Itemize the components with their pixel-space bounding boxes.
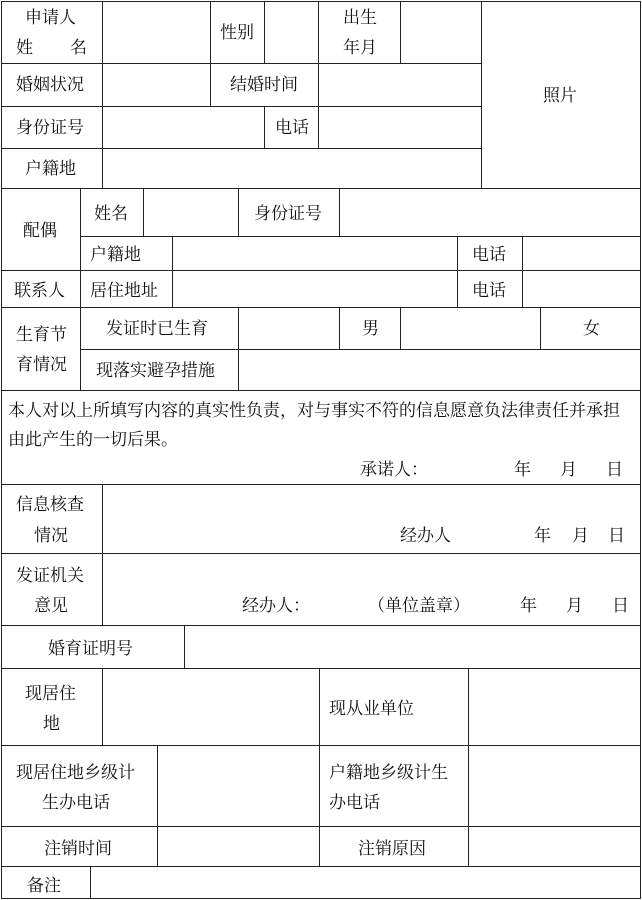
employer-label: 现从业单位	[329, 699, 414, 719]
marriage-date-label: 结婚时间	[230, 75, 298, 95]
verification-day-label: 日	[608, 526, 625, 546]
promise-day-label: 日	[606, 460, 623, 480]
contact-phone-field[interactable]	[523, 271, 640, 307]
children-at-issue-label: 发证时已生育	[106, 319, 208, 339]
contact-address-label: 居住地址	[90, 281, 158, 301]
gender-label: 性别	[220, 23, 254, 43]
phone-field[interactable]	[319, 107, 481, 148]
verification-month-label: 月	[572, 526, 589, 546]
contact-phone-label: 电话	[472, 281, 506, 301]
phone-label: 电话	[275, 118, 309, 138]
rule	[1, 484, 641, 485]
rule	[1, 1, 2, 898]
rule	[339, 307, 340, 349]
issuer-handler-label: 经办人：	[242, 596, 310, 616]
spouse-id-field[interactable]	[340, 189, 640, 236]
contraception-label: 现落实避孕措施	[96, 361, 215, 381]
contact-label: 联系人	[14, 281, 65, 301]
female-label: 女	[583, 319, 600, 339]
rule	[1, 390, 641, 391]
hukou-field[interactable]	[103, 149, 481, 188]
spouse-name-field[interactable]	[144, 189, 238, 236]
promise-month-label: 月	[560, 460, 577, 480]
current-residence-field[interactable]	[103, 669, 319, 745]
rule	[1, 898, 641, 899]
current-residence-label-1: 现居住	[25, 684, 76, 704]
issuer-month-label: 月	[566, 596, 583, 616]
hukou-office-phone-field[interactable]	[469, 746, 640, 826]
birth-label-1: 出生	[343, 8, 377, 28]
rule	[319, 668, 320, 866]
rule	[80, 188, 81, 390]
hukou-office-phone-label-1: 户籍地乡级计生	[329, 763, 448, 783]
male-count-field[interactable]	[401, 308, 540, 349]
id-number-label: 身份证号	[16, 118, 84, 138]
contraception-field[interactable]	[239, 350, 640, 390]
applicant-label: 申请人	[25, 8, 76, 28]
spouse-label: 配偶	[23, 221, 57, 241]
birth-date-field[interactable]	[401, 2, 481, 63]
marriage-date-field[interactable]	[319, 64, 481, 106]
declaration-text: 本人对以上所填写内容的真实性负责，对与事实不符的信息愿意负法律责任并承担由此产生的一切后果。	[8, 401, 620, 450]
residence-office-phone-field[interactable]	[158, 746, 319, 826]
children-count-field[interactable]	[239, 308, 339, 349]
certificate-number-field[interactable]	[185, 626, 640, 668]
seal-label: （单位盖章）	[368, 596, 470, 616]
issuer-year-label: 年	[520, 596, 537, 616]
verification-label-1: 信息核查	[16, 495, 84, 515]
applicant-name-label-b: 名	[70, 38, 87, 58]
contact-address-field[interactable]	[173, 271, 457, 307]
remarks-field[interactable]	[91, 867, 640, 898]
residence-office-phone-label-1: 现居住地乡级计	[16, 763, 135, 783]
spouse-hukou-label: 户籍地	[90, 245, 141, 265]
spouse-phone-label: 电话	[472, 245, 506, 265]
remarks-label: 备注	[27, 876, 61, 896]
employer-field[interactable]	[469, 669, 640, 745]
birth-label-2: 年月	[343, 38, 377, 58]
rule	[264, 106, 265, 148]
spouse-hukou-field[interactable]	[173, 237, 457, 270]
certificate-number-label: 婚育证明号	[48, 639, 133, 659]
promise-year-label: 年	[514, 460, 531, 480]
cancel-date-label: 注销时间	[44, 839, 112, 859]
current-residence-label-2: 地	[43, 714, 60, 734]
applicant-name-label-a: 姓	[16, 38, 33, 58]
rule	[238, 188, 239, 236]
spouse-id-label: 身份证号	[254, 204, 322, 224]
applicant-name-field[interactable]	[103, 2, 210, 63]
verification-label-2: 情况	[34, 526, 68, 546]
rule	[102, 484, 103, 625]
residence-office-phone-label-2: 生办电话	[42, 793, 110, 813]
issuer-label-2: 意见	[34, 596, 68, 616]
hukou-office-phone-label-2: 办电话	[329, 793, 380, 813]
spouse-phone-field[interactable]	[523, 237, 640, 270]
cancel-reason-field[interactable]	[469, 827, 640, 866]
marital-status-label: 婚姻状况	[16, 75, 84, 95]
promisor-label: 承诺人：	[360, 460, 428, 480]
birth-status-label-1: 生育节	[16, 325, 67, 345]
issuer-label-1: 发证机关	[16, 566, 84, 586]
issuer-day-label: 日	[612, 596, 629, 616]
spouse-name-label: 姓名	[94, 204, 128, 224]
photo-label: 照片	[543, 86, 577, 106]
cancel-date-field[interactable]	[158, 827, 319, 866]
birth-status-label-2: 育情况	[16, 355, 67, 375]
hukou-label: 户籍地	[25, 159, 76, 179]
rule	[457, 236, 458, 307]
verification-handler-label: 经办人	[400, 526, 451, 546]
male-label: 男	[362, 319, 379, 339]
cancel-reason-label: 注销原因	[358, 839, 426, 859]
rule	[210, 1, 211, 106]
rule	[540, 307, 541, 349]
id-number-field[interactable]	[103, 107, 264, 148]
rule	[1, 553, 641, 554]
marital-status-field[interactable]	[103, 64, 210, 106]
gender-field[interactable]	[265, 2, 318, 63]
verification-year-label: 年	[534, 526, 551, 546]
rule	[640, 1, 641, 898]
